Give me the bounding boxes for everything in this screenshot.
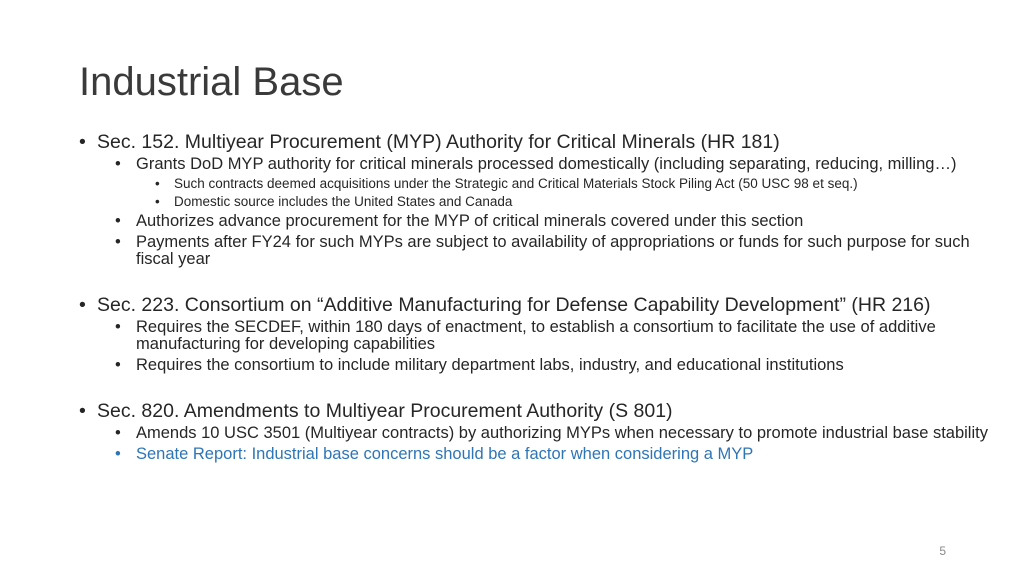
section-heading: Sec. 152. Multiyear Procurement (MYP) Authority for Critical Minerals (HR 181): [97, 131, 780, 153]
bullet-icon: •: [115, 445, 121, 463]
list-item: [79, 230, 991, 268]
slide-title: Industrial Base: [79, 60, 344, 104]
bullet-icon: •: [79, 400, 86, 422]
section-heading: Sec. 820. Amendments to Multiyear Procurement Authority (S 801): [97, 400, 673, 422]
list-item: [79, 315, 991, 353]
bullet-icon: •: [155, 175, 160, 191]
bullet-icon: •: [79, 131, 86, 153]
section-spacer: [79, 374, 991, 399]
bullet-icon: •: [115, 424, 121, 442]
bullet-icon: •: [115, 233, 121, 251]
sub-list-item: [79, 173, 991, 191]
bullet-icon: •: [115, 318, 121, 336]
list-item-text: Payments after FY24 for such MYPs are subject to availability of appropriations or funds for such purpose for such fiscal year: [136, 233, 970, 268]
list-item: [79, 421, 991, 442]
slide-content: [79, 130, 991, 463]
list-item-highlighted: [79, 442, 991, 463]
list-item: [79, 209, 991, 230]
list-item-text: Senate Report: Industrial base concerns should be a factor when considering a MYP: [136, 445, 754, 463]
list-item: [79, 152, 991, 173]
list-item-text: Grants DoD MYP authority for critical minerals processed domestically (including separating, reducing, milling…): [136, 155, 957, 173]
section-sec-152: [79, 130, 991, 152]
list-item-text: Requires the consortium to include military department labs, industry, and educational institutions: [136, 356, 844, 374]
bullet-icon: •: [79, 294, 86, 316]
section-heading: Sec. 223. Consortium on “Additive Manufacturing for Defense Capability Development” (HR 216): [97, 294, 931, 316]
list-item-text: Amends 10 USC 3501 (Multiyear contracts) by authorizing MYPs when necessary to promote industrial base stability: [136, 424, 988, 442]
bullet-icon: •: [115, 155, 121, 173]
bullet-icon: •: [155, 193, 160, 209]
section-spacer: [79, 268, 991, 293]
section-sec-223: [79, 293, 991, 315]
page-number: 5: [939, 544, 946, 558]
bullet-icon: •: [115, 212, 121, 230]
sub-list-item: [79, 191, 991, 209]
list-item-text: Authorizes advance procurement for the MYP of critical minerals covered under this section: [136, 212, 804, 230]
list-item: [79, 353, 991, 374]
list-item-text: Requires the SECDEF, within 180 days of enactment, to establish a consortium to facilitate the use of additive manufacturing for developing capabilities: [136, 318, 936, 353]
bullet-icon: •: [115, 356, 121, 374]
sub-list-item-text: Such contracts deemed acquisitions under the Strategic and Critical Materials Stock Piling Act (50 USC 98 et seq.): [174, 175, 858, 191]
sub-list-item-text: Domestic source includes the United States and Canada: [174, 193, 513, 209]
section-sec-820: [79, 399, 991, 421]
